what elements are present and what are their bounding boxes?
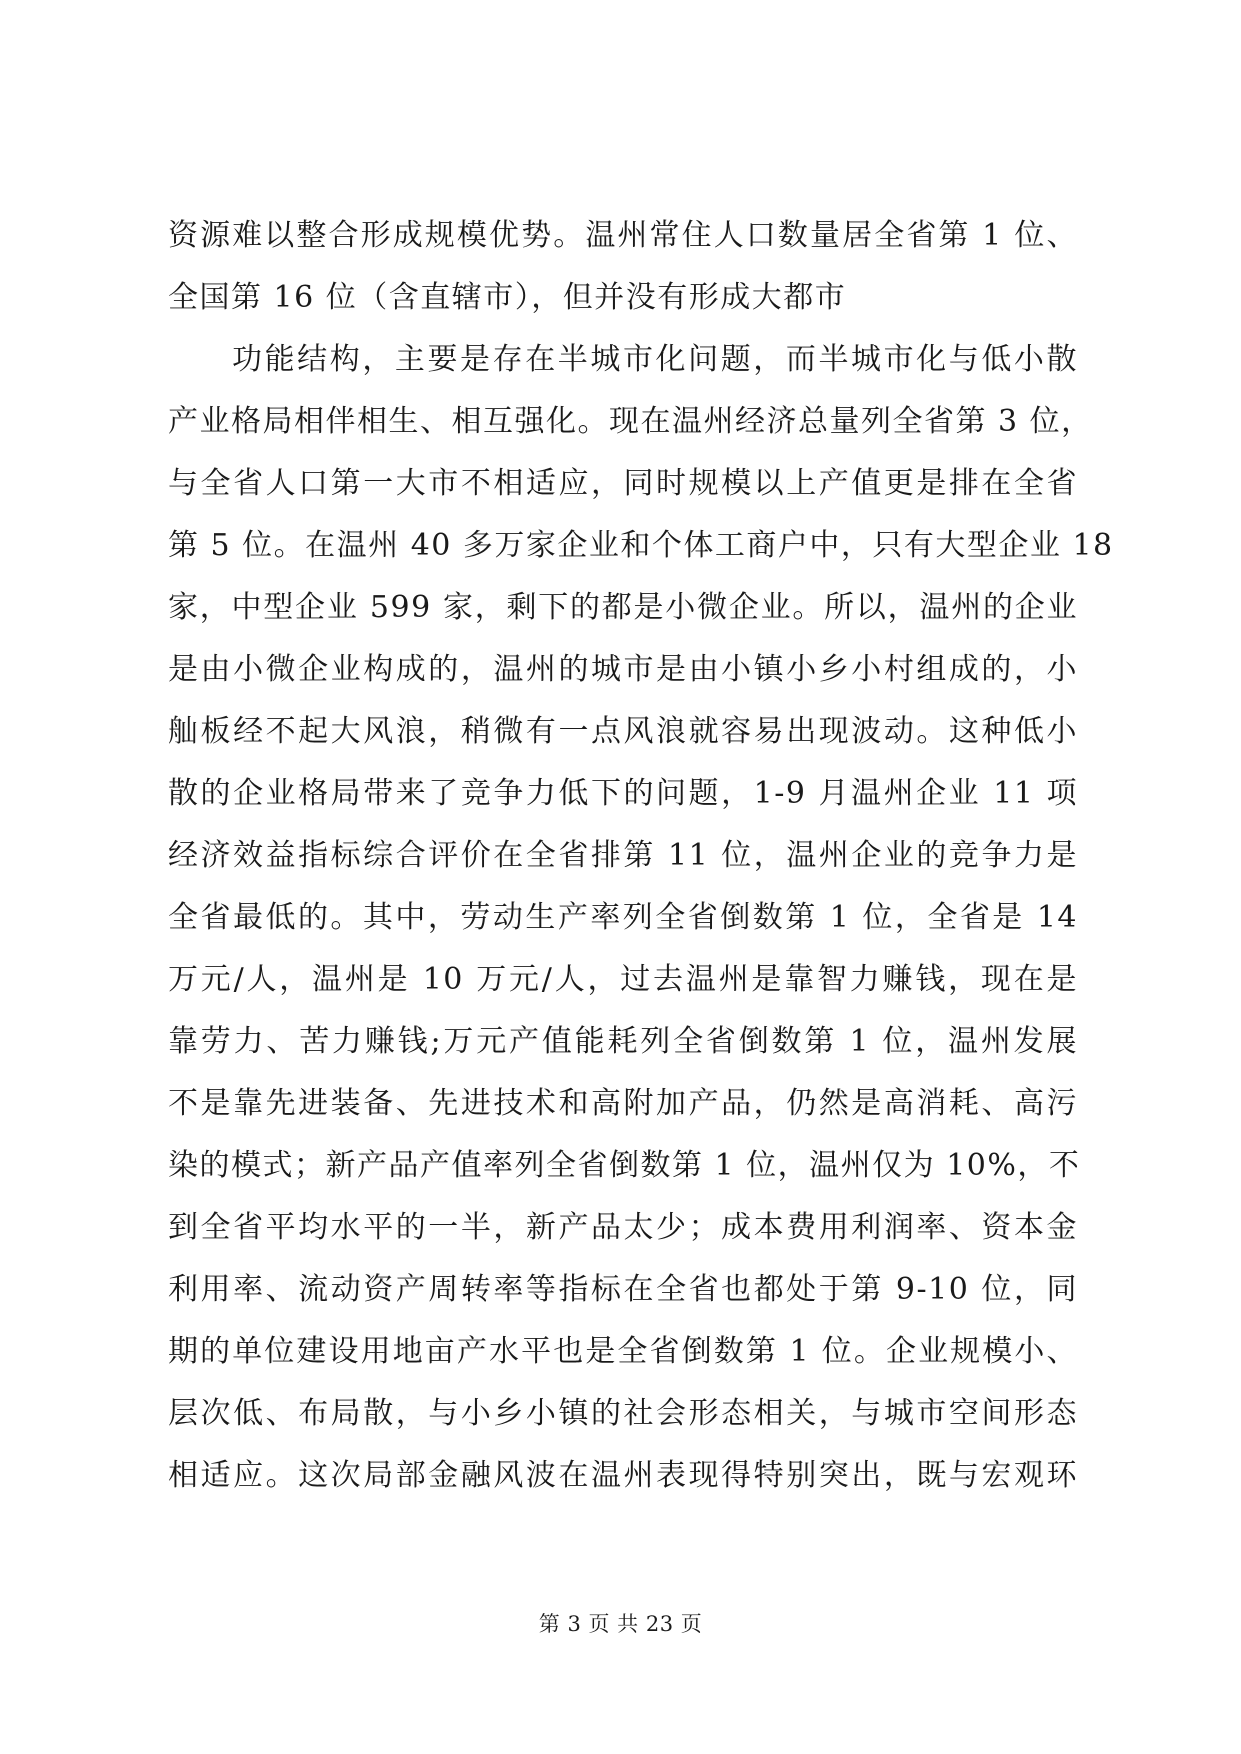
text-line-11: 经济效益指标综合评价在全省排第 11 位，温州企业的竞争力是 bbox=[168, 838, 1078, 873]
text-line-4: 产业格局相伴相生、相互强化。现在温州经济总量列全省第 3 位， bbox=[168, 404, 1093, 439]
page-number-footer: 第 3 页 共 23 页 bbox=[538, 1612, 703, 1636]
text-line-18: 利用率、流动资产周转率等指标在全省也都处于第 9-10 位，同 bbox=[168, 1272, 1078, 1307]
text-line-17: 到全省平均水平的一半，新产品太少；成本费用利润率、资本金 bbox=[168, 1210, 1078, 1245]
text-line-7: 家，中型企业 599 家，剩下的都是小微企业。所以，温州的企业 bbox=[168, 590, 1078, 625]
text-line-6: 第 5 位。在温州 40 多万家企业和个体工商户中，只有大型企业 18 bbox=[168, 528, 1114, 563]
text-line-2: 全国第 16 位（含直辖市），但并没有形成大都市 bbox=[168, 280, 847, 315]
text-line-13: 万元/人，温州是 10 万元/人，过去温州是靠智力赚钱，现在是 bbox=[168, 962, 1078, 997]
text-line-8: 是由小微企业构成的，温州的城市是由小镇小乡小村组成的，小 bbox=[168, 652, 1078, 687]
text-line-16: 染的模式；新产品产值率列全省倒数第 1 位，温州仅为 10%，不 bbox=[168, 1148, 1081, 1183]
text-line-10: 散的企业格局带来了竞争力低下的问题，1-9 月温州企业 11 项 bbox=[168, 776, 1078, 811]
text-line-5: 与全省人口第一大市不相适应，同时规模以上产值更是排在全省 bbox=[168, 466, 1078, 501]
text-line-15: 不是靠先进装备、先进技术和高附加产品，仍然是高消耗、高污 bbox=[168, 1086, 1078, 1121]
text-line-12: 全省最低的。其中，劳动生产率列全省倒数第 1 位，全省是 14 bbox=[168, 900, 1078, 935]
text-line-14: 靠劳力、苦力赚钱;万元产值能耗列全省倒数第 1 位，温州发展 bbox=[168, 1024, 1078, 1059]
text-line-21: 相适应。这次局部金融风波在温州表现得特别突出，既与宏观环 bbox=[168, 1458, 1078, 1493]
text-line-20: 层次低、布局散，与小乡小镇的社会形态相关，与城市空间形态 bbox=[168, 1396, 1078, 1431]
text-line-1: 资源难以整合形成规模优势。温州常住人口数量居全省第 1 位、 bbox=[168, 218, 1078, 253]
text-line-9: 舢板经不起大风浪，稍微有一点风浪就容易出现波动。这种低小 bbox=[168, 714, 1078, 749]
text-line-3: 功能结构，主要是存在半城市化问题，而半城市化与低小散 bbox=[232, 342, 1078, 377]
body-text bbox=[168, 205, 1114, 1507]
text-line-19: 期的单位建设用地亩产水平也是全省倒数第 1 位。企业规模小、 bbox=[168, 1334, 1078, 1369]
